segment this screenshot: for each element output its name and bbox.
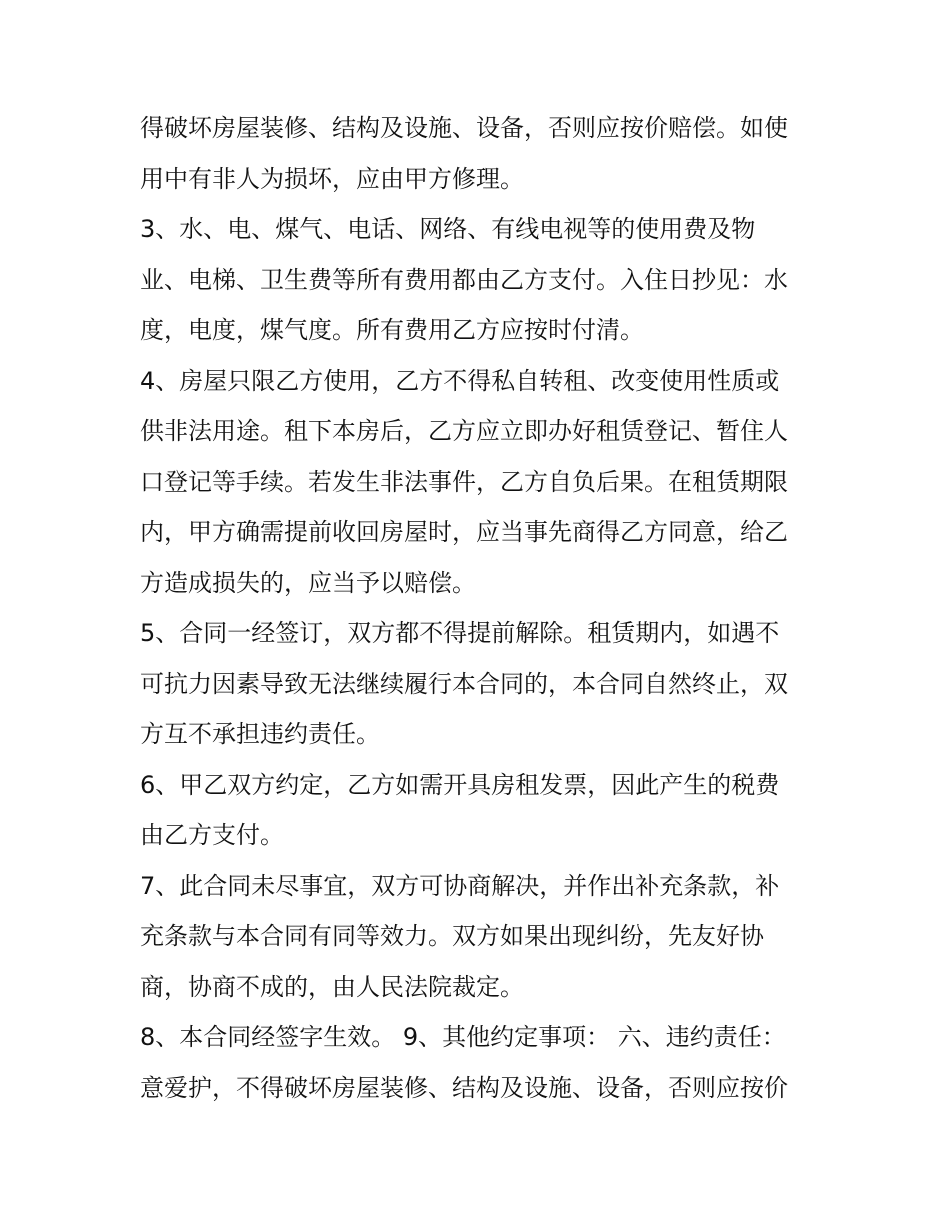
text-line: 4、房屋只限乙方使用，乙方不得私自转租、改变使用性质或: [140, 366, 780, 395]
text-line: 充条款与本合同有同等效力。双方如果出现纠纷，先友好协: [140, 922, 764, 950]
text-line: 业、电梯、卫生费等所有费用都由乙方支付。入住日抄见：水: [140, 265, 788, 294]
text-line: 方造成损失的，应当予以赔偿。: [140, 568, 476, 597]
text-line: 得破坏房屋装修、结构及设施、设备，否则应按价赔偿。如使: [140, 114, 788, 142]
text-line: 商，协商不成的，由人民法院裁定。: [140, 972, 524, 1001]
text-line: 供非法用途。租下本房后，乙方应立即办好租赁登记、暂住人: [140, 417, 788, 445]
text-line: 意爱护，不得破坏房屋装修、结构及设施、设备，否则应按价: [140, 1073, 788, 1102]
text-line: 口登记等手续。若发生非法事件，乙方自负后果。在租赁期限: [140, 467, 788, 496]
text-line: 由乙方支付。: [140, 821, 284, 849]
text-line: 方互不承担违约责任。: [140, 720, 380, 748]
text-line: 内，甲方确需提前收回房屋时，应当事先商得乙方同意，给乙: [140, 518, 788, 546]
text-line: 可抗力因素导致无法继续履行本合同的，本合同自然终止，双: [140, 669, 788, 698]
text-line: 8、本合同经签字生效。 9、其他约定事项： 六、违约责任：: [140, 1023, 786, 1051]
text-line: 5、合同一经签订，双方都不得提前解除。租赁期内，如遇不: [140, 619, 780, 647]
text-line: 6、甲乙双方约定，乙方如需开具房租发票，因此产生的税费: [140, 770, 780, 799]
text-line: 度，电度，煤气度。所有费用乙方应按时付清。: [140, 316, 644, 344]
text-line: 7、此合同未尽事宜，双方可协商解决，并作出补充条款，补: [140, 871, 780, 900]
text-line: 用中有非人为损坏，应由甲方修理。: [140, 164, 524, 193]
text-line: 3、水、电、煤气、电话、网络、有线电视等的使用费及物: [140, 215, 756, 243]
contract-text: [140, 103, 820, 1113]
